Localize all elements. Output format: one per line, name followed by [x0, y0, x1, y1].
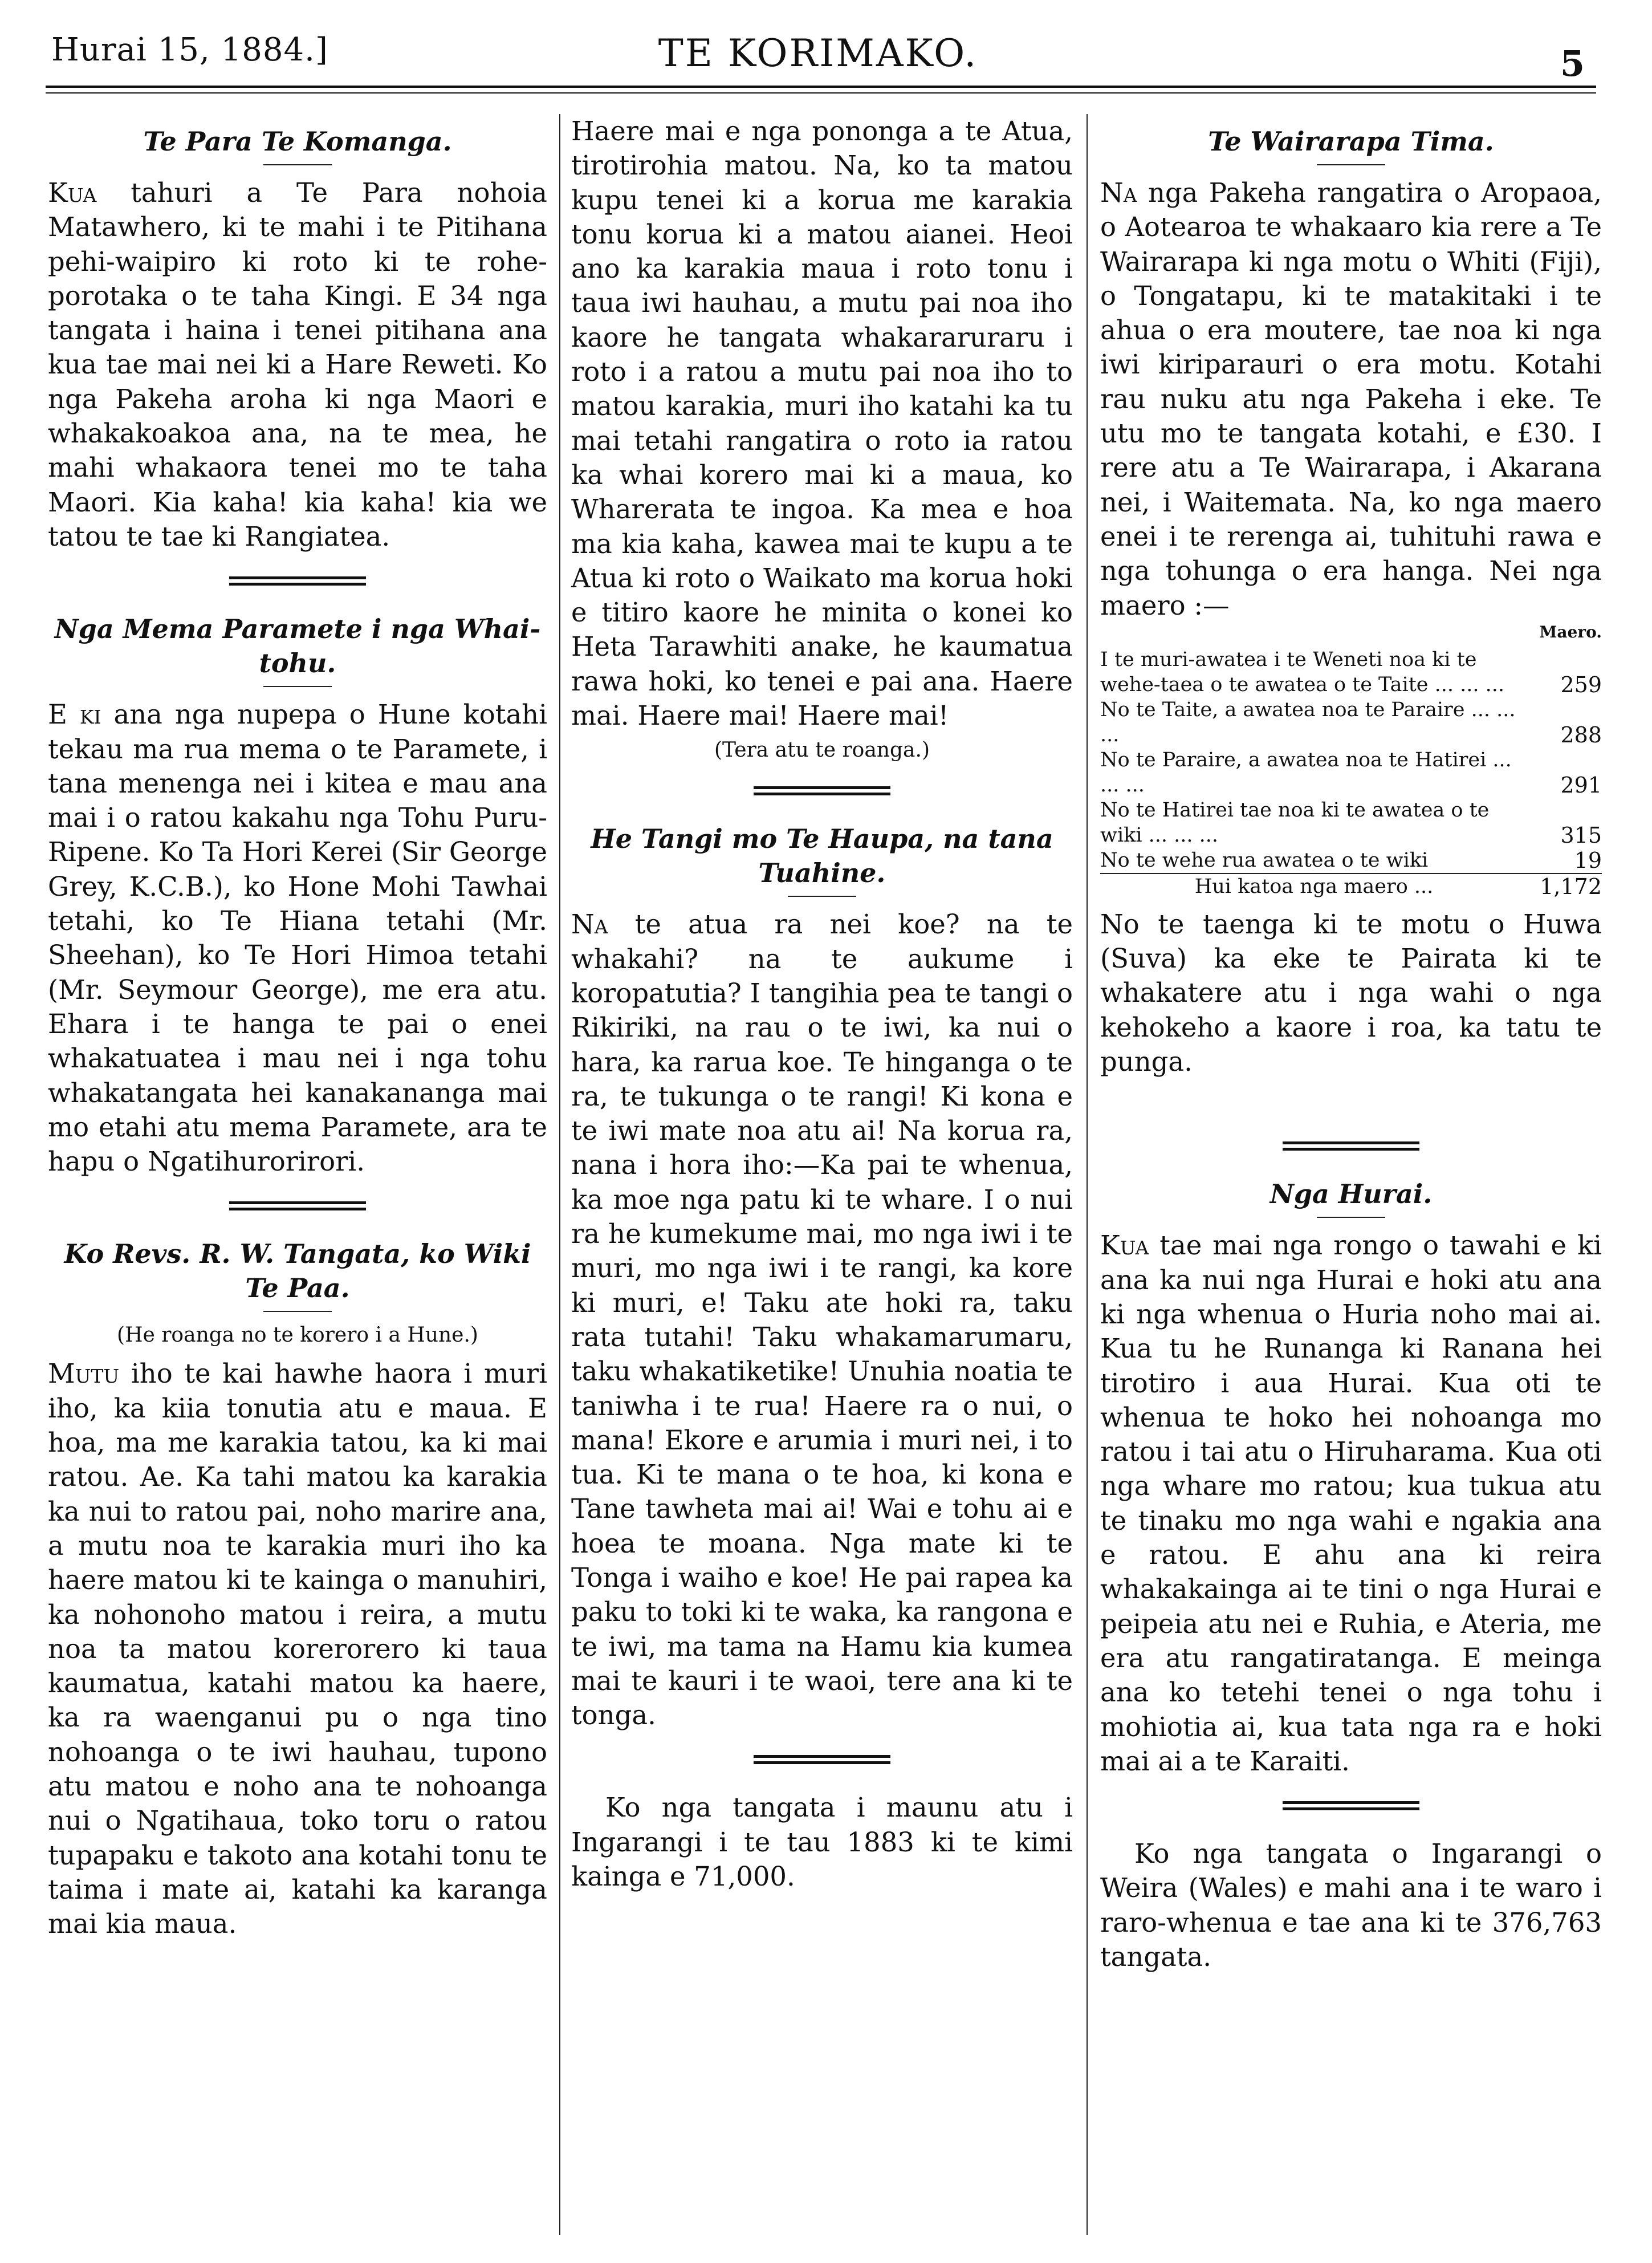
article-heading: Te Para Te Komanga. [143, 126, 452, 157]
continued-note: (Tera atu te roanga.) [714, 738, 930, 762]
heading-rule [263, 164, 332, 165]
table-row [1100, 848, 1602, 873]
table-value: 315 [1560, 822, 1602, 848]
article-body [48, 176, 547, 554]
lead-word: Kua [1100, 1230, 1149, 1261]
article-continuation: Haere mai e nga pononga a te Atua, tirotirohia matou. Na, ko ta matou kupu tenei ki a korua me karakia tonu korua ki a matou aianei. Heoi ano ka karakia maua i roto tonu i taua iwi hauhau, a mutu pai noa iho kaore he tangata whakararuraru i roto i a ratou a mutu pai noa iho to matou karakia, muri iho katahi ka tu mai tetahi rangatira o roto ia ratou ka whai korero mai ki a maua, ko Wharerata te ingoa. Ka mea e hoa ma kia kaha, kawea mai te kupu a te Atua ki roto o Waikato ma korua hoki e titiro kaore he minita o konei ko Heta Tarawhiti anake, he kaumatua rawa hoki, ko tenei e pai ana. Haere mai. Haere mai! Haere mai! [571, 116, 1073, 732]
newspaper-title: TE KORIMAKO. [658, 31, 978, 75]
article-heading: He Tangi mo Te Haupa, na tana Tuahine. [591, 823, 1053, 889]
article-text: nga Pakeha rangatira o Aropaoa, o Aotearoa te whakaaro kia rere a Te Wairarapa ki nga motu o Whiti (Fiji), o Tongatapu, ki te matakitaki i te ahua o era moutere, tae noa ki nga iwi kiriparauri o era motu. Kotahi rau nuku atu nga Pakeha i eke. Te utu mo te tangata kotahi, e £30. I rere atu a Te Wairarapa, i Akarana nei, i Waitemata. Na, ko nga maero enei i te rerenga ai, tuhituhi rawa e nga tohunga o era hanga. Nei nga maero :— [1100, 177, 1602, 621]
article-text: tae mai nga rongo o tawahi e ki ana ka nui nga Hurai e hoki atu ana ki nga whenua o Huria noho mai ai. Kua tu he Runanga ki Ranana hei tirotiro i aua Hurai. Kua oti te whenua te hoko hei nohoanga mo ratou i tai atu o Hiruharama. Kua oti nga whare mo ratou; kua tukua atu te tinaku mo nga wahi e ngakia ana e ratou. E ahu ana ki reira whakakainga ai te tini o nga Hurai e peipeia atu nei e Ruhia, e Ateria, me era atu rangatiratanga. E meinga ana ko tetehi tenei o nga tohu i mohiotia ai, kua tata nga ra e hoki mai ai a te Karaiti. [1100, 1230, 1602, 1777]
lead-word: Na [571, 909, 608, 940]
article-text: tahuri a Te Para nohoia Matawhero, ki te mahi i te Pitihana pehi-waipiro ki roto ki te rohe-porotaka o te taha Kingi. E 34 nga tangata i haina i tenei pitihana ana kua tae mai nei ki a Hare Reweti. Ko nga Pakeha aroha ki nga Maori e whakakoakoa ana, na te mea, he mahi whakaora tenei mo te taha Maori. Kia kaha! kia kaha! kia we tatou te tae ki Rangiatea. [48, 177, 547, 552]
masthead-rule [46, 86, 1596, 88]
table-label: I te muri-awatea i te Weneti noa ki te wehe-taea o te awatea o te Taite ... ... ... [1100, 648, 1505, 696]
article-separator [229, 1201, 366, 1210]
column-3 [1100, 114, 1602, 2235]
total-label: Hui katoa nga maero ... [1100, 873, 1528, 899]
table-row [1100, 798, 1602, 848]
news-brief: Ko nga tangata o Ingarangi o Weira (Wales) e mahi ana i te waro i raro-whenua e tae ana ki te 376,763 tangata. [1100, 1838, 1602, 1972]
table-label: No te Paraire, a awatea noa te Hatirei ... ... ... [1100, 748, 1512, 797]
article-separator [754, 786, 890, 795]
news-brief: Ko nga tangata i maunu atu i Ingarangi i te tau 1883 ki te kimi kainga e 71,000. [571, 1792, 1073, 1892]
article-heading: Te Wairarapa Tima. [1208, 126, 1494, 157]
article-heading: Nga Hurai. [1269, 1179, 1433, 1210]
article-separator [754, 1755, 890, 1764]
table-label: No te wehe rua awatea o te wiki [1100, 848, 1429, 872]
article-text: te atua ra nei koe? na te whakahi? na te aukume i koropatutia? I tangihia pea te tangi o Rikiriki, na rau o te iwi, ka nui o hara, ka rarua koe. Te hinganga o te ra, te tukunga o te rangi! Ki kona e te iwi mate noa atu ai! Na korua ra, nana i hora iho:—Ka pai te whenua, ka moe nga patu ki te whare. I o nui ra he kumekume mai, mo nga iwi i te muri, mo nga iwi i te rangi, ka kore ki muri, e! Taku ate hoki ra, taku rata tutahi! Taku whakamarumaru, taku whakatiketike! Unuhia noatia te taniwha i te rua! Haere ra o nui, o mana! Ekore e arumia i muri nei, i to tua. Ki te mana o te hoa, ki kona e Tane tawheta mai ai! Wai e tohu ai e hoea te moana. Nga mate ki te Tonga i waiho e koe! He pai rapea ka paku to toki ki te waka, ka rangona e te iwi, ma tama na Hamu kia kumea mai te kauri i te waoi, tere ana ki te tonga. [571, 909, 1073, 1731]
issue-date: Hurai 15, 1884.] [51, 31, 328, 68]
article-heading: Nga Mema Paramete i nga Whai-tohu. [54, 614, 541, 679]
table-label: No te Taite, a awatea noa te Paraire ... ... ... [1100, 698, 1516, 746]
lead-word: Kua [48, 177, 97, 208]
total-value: 1,172 [1528, 873, 1602, 899]
article-heading: Ko Revs. R. W. Tangata, ko Wiki Te Paa. [64, 1238, 531, 1304]
mileage-table [1100, 647, 1602, 899]
mileage-unit-label: Maero. [1539, 622, 1602, 641]
heading-rule [1317, 164, 1385, 165]
article-body [571, 907, 1073, 1732]
table-value: 288 [1560, 722, 1602, 747]
article-separator [229, 576, 366, 586]
heading-rule [788, 896, 856, 897]
lead-word: Mutu [48, 1358, 120, 1390]
table-row [1100, 697, 1602, 747]
article-body [48, 697, 547, 1179]
masthead [51, 31, 1585, 88]
page-number: 5 [1560, 43, 1585, 84]
article-body [48, 1356, 547, 1941]
table-total-row [1100, 873, 1602, 899]
column-2 [571, 114, 1073, 2235]
table-value: 259 [1560, 672, 1602, 697]
table-row [1100, 647, 1602, 697]
heading-rule [263, 686, 332, 687]
article-note: (He roanga no te korero i a Hune.) [117, 1323, 478, 1347]
article-separator [1283, 1801, 1419, 1810]
table-row [1100, 747, 1602, 798]
table-value: 291 [1560, 772, 1602, 798]
heading-rule [263, 1311, 332, 1312]
article-text: iho te kai hawhe haora i muri iho, ka kiia tonutia atu e maua. E hoa, ma me karakia tatou, ka ki mai ratou. Ae. Ka tahi matou ka karakia ka nui to ratou pai, noho marire ana, a mutu noa te karakia muri iho ka haere matou ki te kainga o manuhiri, ka nohonoho matou i reira, a mutu noa ta matou korerorero ki taua kaumatua, katahi matou ka haere, ka ra waenganui pu o nga tino nohoanga o te iwi hauhau, tupono atu matou e noho ana te nohoanga nui o Ngatihaua, toko toru o ratou tupapaku e takoto ana kotahi tonu te taima i mate ai, katahi ka karanga mai kia maua. [48, 1358, 547, 1940]
column-divider [1087, 114, 1088, 2235]
article-body [1100, 176, 1602, 623]
table-label: No te Hatirei tae noa ki te awatea o te wiki ... ... ... [1100, 798, 1490, 847]
masthead-rule-thin [46, 92, 1596, 94]
heading-rule [1317, 1217, 1385, 1218]
column-1 [48, 114, 547, 2235]
article-body [1100, 1228, 1602, 1778]
article-body-continued: No te taenga ki te motu o Huwa (Suva) ka eke te Pairata ki te whakatere atu i nga wahi o nga kehokeho a kaore i roa, ka tatu te punga. [1100, 908, 1602, 1078]
lead-word: E ki [48, 699, 101, 730]
column-divider [559, 114, 560, 2235]
table-value: 19 [1574, 847, 1602, 873]
article-separator [1283, 1141, 1419, 1151]
lead-word: Na [1100, 177, 1137, 208]
article-text: ana nga nupepa o Hune kotahi tekau ma rua mema o te Paramete, i tana menenga nei i kitea e mau ana mai i o ratou kakahu nga Tohu Puru-Ripene. Ko Ta Hori Kerei (Sir George Grey, K.C.B.), ko Hone Mohi Tawhai tetahi, ko Te Hiana tetahi (Mr. Sheehan), ko Te Hori Himoa tetahi (Mr. Seymour George), me era atu. Ehara i te hanga te pai o enei whakatuatea i mau nei i nga tohu whakatangata hei kanakananga mai mo etahi atu mema Paramete, ara te hapu o Ngatihurorirori. [48, 699, 547, 1177]
